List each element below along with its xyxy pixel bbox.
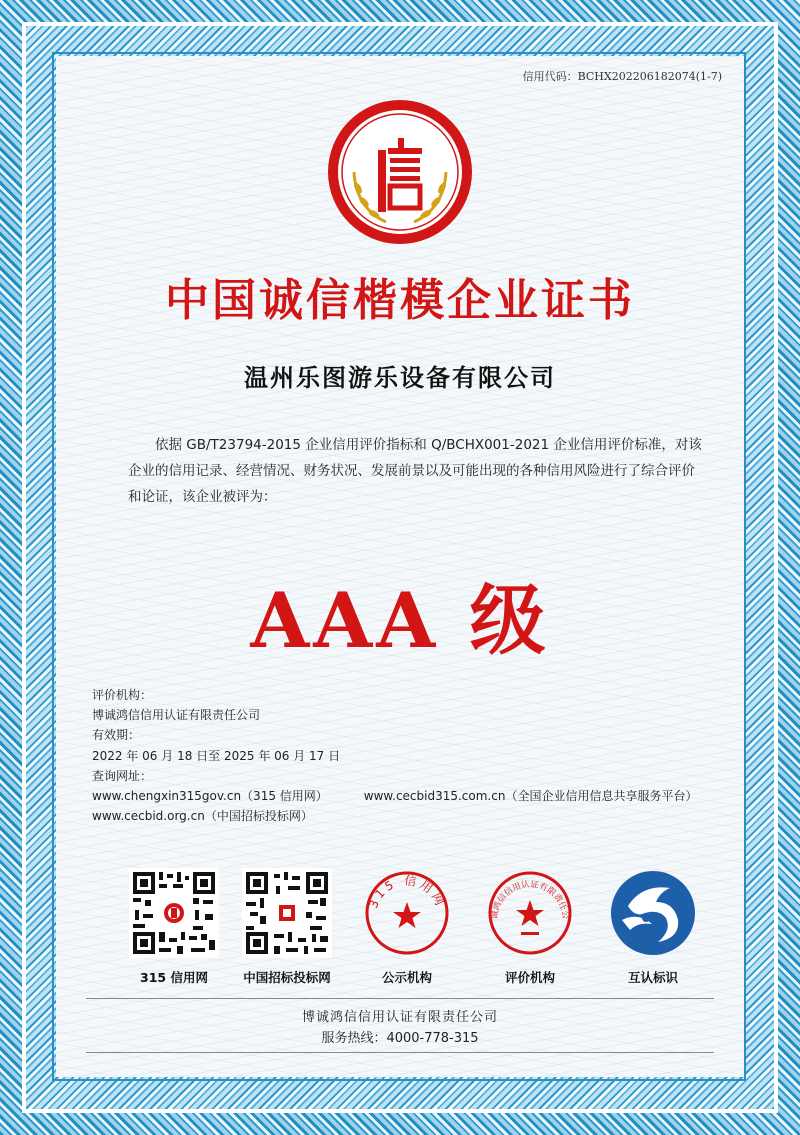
badge-label: 评价机构 bbox=[504, 970, 555, 985]
query-urls-row bbox=[92, 786, 697, 806]
footer-organization: 博诚鸿信信用认证有限责任公司 bbox=[301, 1010, 498, 1025]
badge-label: 公示机构 bbox=[381, 970, 432, 985]
badge-label: 315 信用网 bbox=[140, 970, 208, 985]
org-value: 博诚鸿信信用认证有限责任公司 bbox=[92, 708, 261, 723]
org-label: 评价机构： bbox=[92, 688, 153, 702]
stamp-icon bbox=[485, 868, 575, 958]
qr-code-icon bbox=[242, 868, 332, 958]
certificate-title: 中国诚信楷模企业证书 bbox=[165, 275, 635, 326]
validity-value: 2022 年 06 月 18 日至 2025 年 06 月 17 日 bbox=[92, 748, 341, 763]
query-url-cecbid[interactable]: www.cecbid.org.cn（中国招标投标网） bbox=[92, 809, 313, 824]
certificate-info bbox=[92, 685, 697, 826]
query-label: 查询网址： bbox=[92, 768, 153, 783]
query-url-315[interactable]: www.chengxin315gov.cn（315 信用网） bbox=[92, 788, 328, 803]
badge-label: 互认标识 bbox=[627, 970, 678, 985]
qr-code-icon bbox=[129, 868, 219, 958]
validity-label: 有效期： bbox=[92, 728, 141, 743]
credit-code: 信用代码：BCHX202206182074(1-7) bbox=[522, 70, 722, 83]
certificate-body: 依据 GB/T23794-2015 企业信用评价指标和 Q/BCHX001-2021 企业信用评价标准，对该企业的信用记录、经营情况、财务状况、发展前景以及可能出现的各种信用风险进行了综合评价和论证，该企业被评为： bbox=[128, 437, 702, 505]
badge-315-qr bbox=[119, 868, 229, 986]
seal-arc-text: 企业信用评价 bbox=[348, 115, 452, 155]
query-url-cecbid315[interactable]: www.cecbid315.com.cn（全国企业信用信息共享服务平台） bbox=[363, 788, 698, 803]
mutual-recognition-logo-icon bbox=[608, 868, 698, 958]
credit-seal-logo-icon bbox=[326, 98, 474, 246]
svg-text:博诚鸿信信用认证有限责任公司: 诚鸿信信用认证有限责任公 bbox=[489, 879, 571, 920]
badge-evaluation-stamp bbox=[475, 868, 585, 986]
footer-divider-top bbox=[86, 998, 714, 999]
badge-mutual-recognition bbox=[598, 868, 708, 986]
company-name: 温州乐图游乐设备有限公司 bbox=[244, 364, 556, 392]
footer-hotline: 服务热线：4000-778-315 bbox=[321, 1031, 479, 1046]
badge-cecbid-qr bbox=[232, 868, 342, 986]
svg-text:315 信用网: 315 信用网 bbox=[366, 873, 448, 911]
stamp-icon bbox=[362, 868, 452, 958]
badge-label: 中国招标投标网 bbox=[243, 970, 331, 985]
badge-publicity-stamp bbox=[352, 868, 462, 986]
credit-grade: AAA 级 bbox=[250, 576, 550, 665]
footer-divider-bottom bbox=[86, 1052, 714, 1053]
